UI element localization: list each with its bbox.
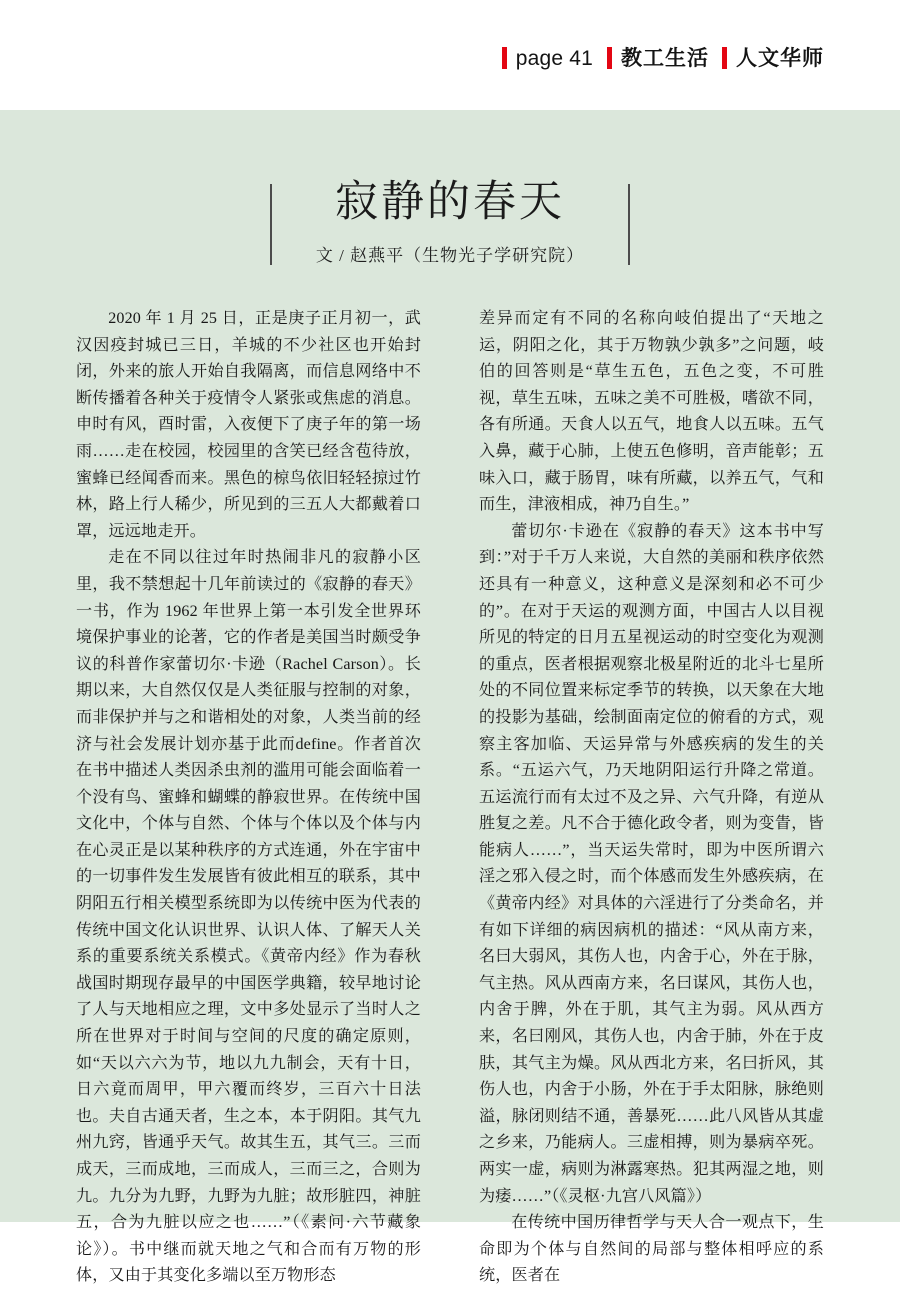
publication-label: 人文华师 (736, 46, 824, 70)
page-header (0, 0, 900, 110)
page-body (0, 110, 900, 1285)
page-number-label: page 41 (515, 46, 593, 70)
red-separator-bar-2 (607, 47, 612, 69)
page-title: 寂静的春天 (334, 178, 565, 226)
red-separator-bar-3 (722, 47, 727, 69)
red-separator-bar-1 (502, 47, 507, 69)
article-columns (76, 306, 824, 1290)
title-inner (272, 176, 628, 267)
paragraph: 差异而定有不同的名称向岐伯提出了“天地之运，阴阳之化，其于万物孰少孰多”之问题，岐伯的回答则是“草生五色，五色之变，不可胜视，草生五味，五味之美不可胜极，嗜欲不同，各有所通。天食人以五气，地食人以五味。五气入鼻，藏于心肺，上使五色修明，音声能彰；五味入口，藏于肠胃，味有所藏，以养五气，气和而生，津液相成，神乃自生。” (479, 310, 824, 514)
paragraph: 2020 年 1 月 25 日，正是庚子正月初一，武汉因疫封城已三日，羊城的不少社区也开始封闭，外来的旅人开始自我隔离，而信息网络中不断传播着各种关于疫情令人紧张或焦虑的消息。申时有风，酉时雷，入夜便下了庚子年的第一场雨……走在校园，校园里的含笑已经含苞待放，蜜蜂已经闻香而来。黑色的椋鸟依旧轻轻掠过竹林，路上行人稀少，所见到的三五人大都戴着口罩，远远地走开。 (76, 310, 421, 540)
section-label: 教工生活 (621, 46, 709, 70)
article-byline: 文 / 赵燕平（生物光子学研究院） (315, 246, 585, 266)
column-left (76, 306, 421, 1290)
breadcrumb (502, 42, 824, 74)
title-rule-right (628, 184, 630, 265)
paragraph: 蕾切尔·卡逊在《寂静的春天》这本书中写到：”对于千万人来说，大自然的美丽和秩序依然还具有一种意义，这种意义是深刻和必不可少的”。在对于天运的观测方面，中国古人以目视所见的特定的日月五星视运动的时空变化为观测的重点，医者根据观察北极星附近的北斗七星所处的不同位置来标定季节的转换，以天象在大地的投影为基础，绘制面南定位的俯看的方式，观察主客加临、天运异常与外感疾病的发生的关系。“五运六气，乃天地阴阳运行升降之常道。五运流行而有太过不及之异、六气升降，有逆从胜复之差。凡不合于德化政令者，则为变眚，皆能病人……”，当天运失常时，即为中医所谓六淫之邪入侵之时，而个体感而发生外感疾病，在《黄帝内经》对具体的六淫进行了分类命名，并有如下详细的病因病机的描述：“风从南方来，名曰大弱风，其伤人也，内舍于心，外在于脉，气主热。风从西南方来，名曰谋风，其伤人也，内舍于脾，外在于肌，其气主为弱。风从西方来，名曰刚风，其伤人也，内舍于肺，外在于皮肤，其气主为燥。风从西北方来，名曰折风，其伤人也，内舍于小肠，外在于手太阳脉，脉绝则溢，脉闭则结不通，善暴死……此八风皆从其虚之乡来，乃能病人。三虚相搏，则为暴病卒死。两实一虚，病则为淋露寒热。犯其两湿之地，则为痿……”（《灵枢·九宫八风篇》） (479, 522, 824, 1205)
column-right (479, 306, 824, 1290)
paragraph: 走在不同以往过年时热闹非凡的寂静小区里，我不禁想起十几年前读过的《寂静的春天》一书，作为 1962 年世界上第一本引发全世界环境保护事业的论著，它的作者是美国当时颇受争议的科普作家蕾切尔·卡逊（Rachel Carson）。长期以来，大自然仅仅是人类征服与控制的对象，而非保护并与之和谐相处的对象，人类当前的经济与社会发展计划亦基于此而define。作者首次在书中描述人类因杀虫剂的滥用可能会面临着一个没有鸟、蜜蜂和蝴蝶的静寂世界。在传统中国文化中，个体与自然、个体与个体以及个体与内在心灵正是以某种秩序的方式连通，外在宇宙中的一切事件发生发展皆有彼此相互的联系，其中阴阳五行相关模型系统即为以传统中医为代表的传统中国文化认识世界、认识人体、了解天人关系的重要系统关系模式。《黄帝内经》作为春秋战国时期现存最早的中国医学典籍，较早地讨论了人与天地相应之理，文中多处显示了当时人之所在世界对于时间与空间的尺度的确定原则，如“天以六六为节，地以九九制会，天有十日，日六竟而周甲，甲六覆而终岁，三百六十日法也。夫自古通天者，生之本，本于阴阳。其气九州九窍，皆通乎天气。故其生五，其气三。三而成天，三而成地，三而成人，三而三之，合则为九。九分为九野，九野为九脏；故形脏四，神脏五，合为九脏以应之也……”（《素问·六节藏象论》）。书中继而就天地之气和合而有万物的形体，又由于其变化多端以至万物形态 (76, 549, 421, 1285)
title-block (0, 176, 900, 267)
paragraph: 在传统中国历律哲学与天人合一观点下，生命即为个体与自然间的局部与整体相呼应的系统，医者在 (479, 1214, 824, 1285)
